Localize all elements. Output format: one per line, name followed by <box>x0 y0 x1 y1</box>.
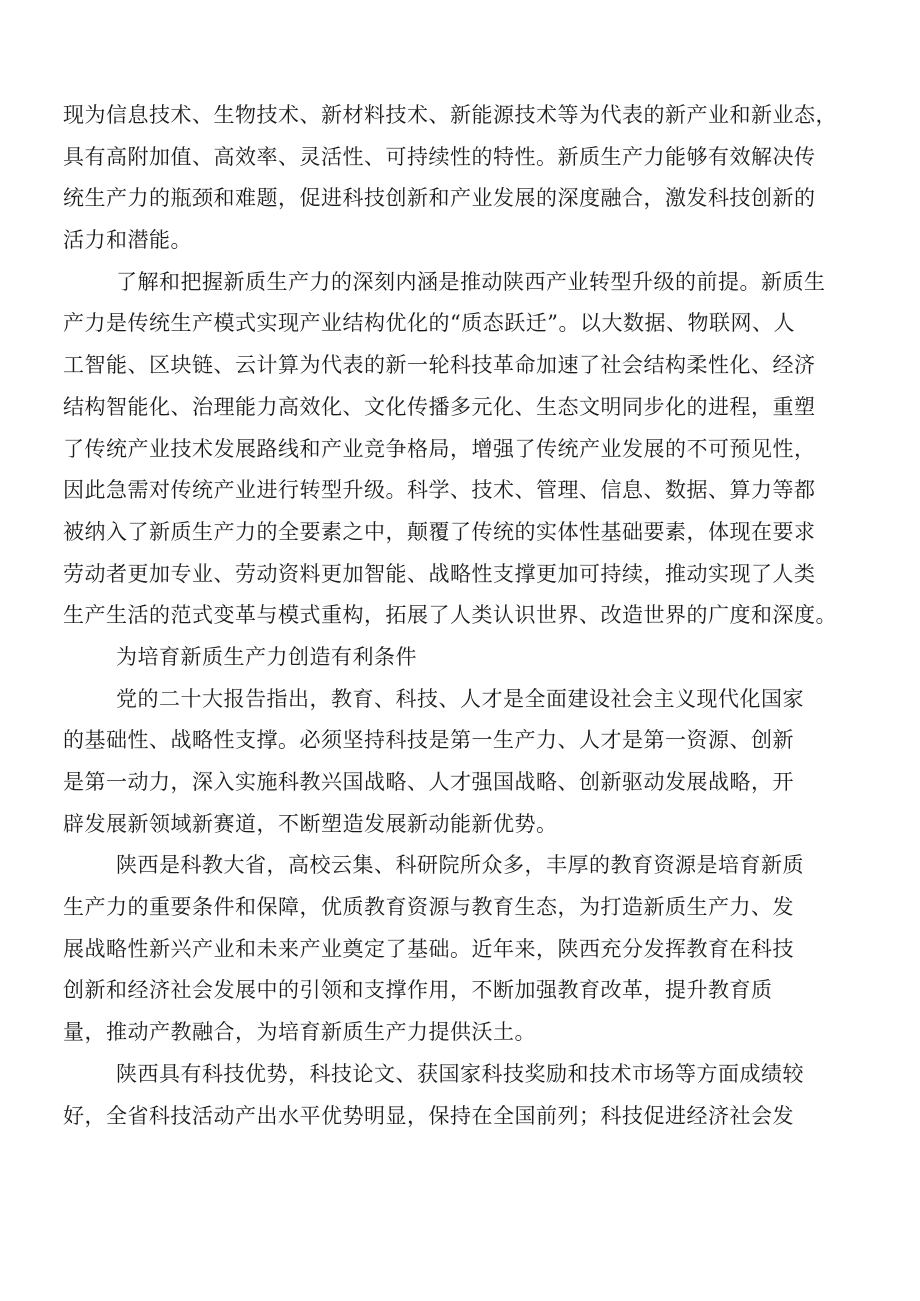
text-line: 了传统产业技术发展路线和产业竞争格局，增强了传统产业发展的不可预见性， <box>63 436 816 461</box>
text-line: 量，推动产教融合，为培育新质生产力提供沃土。 <box>63 1020 536 1045</box>
text-line: 产力是传统生产模式实现产业结构优化的“质态跃迁”。以大数据、物联网、人 <box>63 311 795 336</box>
text-line: 结构智能化、治理能力高效化、文化传播多元化、生态文明同步化的进程，重塑 <box>63 394 816 419</box>
text-line: 创新和经济社会发展中的引领和支撑作用，不断加强教育改革，提升教育质 <box>63 978 773 1003</box>
text-line: 活力和潜能。 <box>63 228 192 253</box>
text-line: 工智能、区块链、云计算为代表的新一轮科技革命加速了社会结构柔性化、经济 <box>63 353 816 378</box>
text-line: 的基础性、战略性支撑。必须坚持科技是第一生产力、人才是第一资源、创新 <box>63 728 794 753</box>
text-line: 劳动者更加专业、劳动资料更加智能、战略性支撑更加可持续，推动实现了人类 <box>63 561 816 586</box>
text-line: 辟发展新领域新赛道，不断塑造发展新动能新优势。 <box>63 811 558 836</box>
text-line: 生产生活的范式变革与模式重构，拓展了人类认识世界、改造世界的广度和深度。 <box>63 603 837 628</box>
text-line: 生产力的重要条件和保障，优质教育资源与教育生态，为打造新质生产力、发 <box>63 895 794 920</box>
text-line: 陕西是科教大省，高校云集、科研院所众多，丰厚的教育资源是培育新质 <box>116 853 804 878</box>
text-line: 陕西具有科技优势，科技论文、获国家科技奖励和技术市场等方面成绩较 <box>116 1061 804 1086</box>
text-line: 好，全省科技活动产出水平优势明显，保持在全国前列；科技促进经济社会发 <box>63 1103 794 1128</box>
text-line: 党的二十大报告指出，教育、科技、人才是全面建设社会主义现代化国家 <box>116 686 804 711</box>
text-line: 被纳入了新质生产力的全要素之中，颠覆了传统的实体性基础要素，体现在要求 <box>63 519 816 544</box>
text-line: 展战略性新兴产业和未来产业奠定了基础。近年来，陕西充分发挥教育在科技 <box>63 936 794 961</box>
body-text <box>63 95 873 1137</box>
text-line: 统生产力的瓶颈和难题，促进科技创新和产业发展的深度融合，激发科技创新的 <box>63 186 816 211</box>
text-line: 为培育新质生产力创造有利条件 <box>116 644 417 669</box>
text-line: 现为信息技术、生物技术、新材料技术、新能源技术等为代表的新产业和新业态， <box>63 103 837 127</box>
text-line: 是第一动力，深入实施科教兴国战略、人才强国战略、创新驱动发展战略，开 <box>63 770 794 794</box>
text-line: 了解和把握新质生产力的深刻内涵是推动陕西产业转型升级的前提。新质生 <box>116 269 826 294</box>
text-line: 具有高附加值、高效率、灵活性、可持续性的特性。新质生产力能够有效解决传 <box>63 144 816 169</box>
text-line: 因此急需对传统产业进行转型升级。科学、技术、管理、信息、数据、算力等都 <box>63 478 816 503</box>
